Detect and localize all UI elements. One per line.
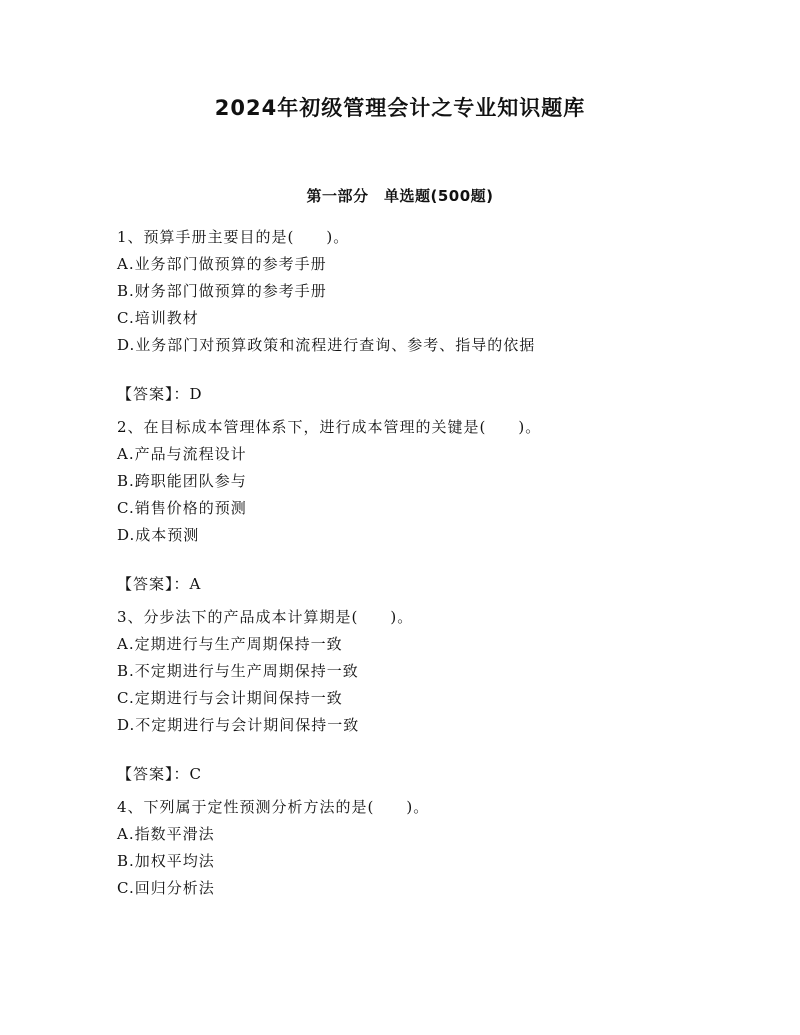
option-c: C.定期进行与会计期间保持一致 bbox=[117, 689, 343, 707]
option-d: D.成本预测 bbox=[117, 526, 200, 544]
option-c: C.培训教材 bbox=[117, 309, 199, 327]
option-c: C.销售价格的预测 bbox=[117, 499, 247, 517]
option-b: B.跨职能团队参与 bbox=[117, 472, 247, 490]
question-4 bbox=[117, 794, 777, 902]
option-a: A.指数平滑法 bbox=[117, 825, 215, 843]
question-stem: 1、预算手册主要目的是( )。 bbox=[117, 228, 350, 246]
option-d: D.业务部门对预算政策和流程进行查询、参考、指导的依据 bbox=[117, 336, 536, 354]
section-title: 第一部分 单选题(500题) bbox=[306, 187, 494, 205]
option-b: B.财务部门做预算的参考手册 bbox=[117, 282, 327, 300]
option-b: B.不定期进行与生产周期保持一致 bbox=[117, 662, 359, 680]
question-stem: 2、在目标成本管理体系下，进行成本管理的关键是( )。 bbox=[117, 418, 542, 436]
question-2 bbox=[117, 414, 777, 598]
option-d: D.不定期进行与会计期间保持一致 bbox=[117, 716, 360, 734]
option-a: A.业务部门做预算的参考手册 bbox=[117, 255, 327, 273]
option-a: A.定期进行与生产周期保持一致 bbox=[117, 635, 343, 653]
question-stem: 4、下列属于定性预测分析方法的是( )。 bbox=[117, 798, 430, 816]
document-title: 2024年初级管理会计之专业知识题库 bbox=[214, 96, 586, 120]
question-list bbox=[117, 224, 777, 902]
question-3 bbox=[117, 604, 777, 788]
answer-label: 【答案】：C bbox=[117, 765, 202, 783]
option-a: A.产品与流程设计 bbox=[117, 445, 247, 463]
answer-label: 【答案】：D bbox=[117, 385, 203, 403]
option-b: B.加权平均法 bbox=[117, 852, 215, 870]
question-1 bbox=[117, 224, 777, 408]
option-c: C.回归分析法 bbox=[117, 879, 215, 897]
answer-label: 【答案】：A bbox=[117, 575, 202, 593]
question-stem: 3、分步法下的产品成本计算期是( )。 bbox=[117, 608, 414, 626]
